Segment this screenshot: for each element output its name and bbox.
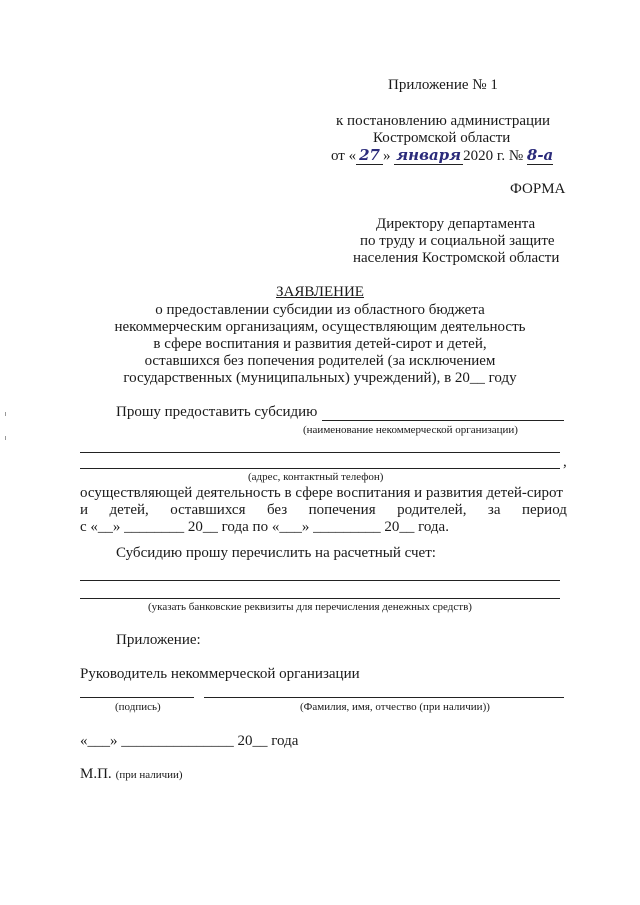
full-name-field[interactable] [204, 697, 564, 698]
margin-mark [5, 436, 6, 440]
activity-word: родителей, [397, 502, 467, 518]
date-month-handwritten: января [396, 146, 462, 164]
full-name-hint: (Фамилия, имя, отчество (при наличии)) [300, 701, 490, 713]
activity-word: период [521, 502, 567, 518]
region-name: Костромской области [373, 130, 511, 146]
document-number-handwritten: 8-а [526, 146, 554, 164]
bank-details-hint: (указать банковские реквизиты для перечисления денежных средств) [148, 601, 472, 613]
date-mid: » [382, 148, 391, 164]
activity-word: без [266, 502, 288, 518]
stamp-line [80, 765, 183, 783]
signature-date-line[interactable]: «___» _______________ 20__ года [80, 733, 299, 749]
statement-subtitle-line: государственных (муниципальных) учреждений), в 20__ году [123, 370, 517, 386]
organization-name-field[interactable] [322, 420, 564, 421]
address-comma: , [563, 454, 567, 470]
activity-word: детей, [109, 502, 149, 518]
resolution-date-line [331, 146, 553, 165]
date-year: 2020 г. № [463, 148, 524, 164]
statement-subtitle-line: оставшихся без попечения родителей (за исключением [144, 353, 496, 369]
statement-subtitle-line: о предоставлении субсидии из областного бюджета [155, 302, 485, 318]
attachment-label: Приложение: [116, 632, 201, 648]
bank-details-field-continuation[interactable] [80, 598, 560, 599]
stamp-label: М.П. [80, 766, 112, 782]
stamp-hint: (при наличии) [115, 769, 183, 781]
address-phone-field[interactable] [80, 468, 560, 469]
head-of-organization-label: Руководитель некоммерческой организации [80, 666, 360, 682]
addressee-line-3: населения Костромской области [353, 250, 560, 266]
signature-hint: (подпись) [115, 701, 161, 713]
statement-heading: ЗАЯВЛЕНИЕ [276, 284, 364, 300]
activity-word: попечения [308, 502, 376, 518]
activity-word: оставшихся [170, 502, 246, 518]
statement-subtitle-line: некоммерческим организациям, осуществляющим деятельность [114, 319, 526, 335]
appendix-number: Приложение № 1 [388, 77, 498, 93]
addressee-line-2: по труду и социальной защите [360, 233, 555, 249]
date-day-handwritten: 27 [356, 146, 383, 165]
form-label: ФОРМА [510, 181, 566, 197]
bank-details-field[interactable] [80, 580, 560, 581]
address-phone-hint: (адрес, контактный телефон) [248, 471, 384, 483]
bank-transfer-text: Субсидию прошу перечислить на расчетный счет: [116, 545, 436, 561]
subsidy-request-text: Прошу предоставить субсидию [116, 404, 318, 420]
addressee-line-1: Директору департамента [376, 216, 536, 232]
statement-subtitle-line: в сфере воспитания и развития детей-сирот и детей, [153, 336, 487, 352]
activity-word: и [80, 502, 89, 518]
activity-word: за [487, 502, 501, 518]
activity-text-line-2 [80, 502, 567, 519]
activity-text-line-1: осуществляющей деятельность в сфере воспитания и развития детей-сирот [80, 485, 563, 501]
resolution-reference: к постановлению администрации [336, 113, 551, 129]
date-prefix: от « [331, 148, 357, 164]
organization-name-hint: (наименование некоммерческой организации) [303, 424, 518, 436]
organization-name-field-continuation[interactable] [80, 452, 560, 453]
margin-mark [5, 412, 6, 416]
period-line[interactable]: с «__» ________ 20__ года по «___» _________ 20__ года. [80, 519, 449, 535]
signature-field[interactable] [80, 697, 194, 698]
